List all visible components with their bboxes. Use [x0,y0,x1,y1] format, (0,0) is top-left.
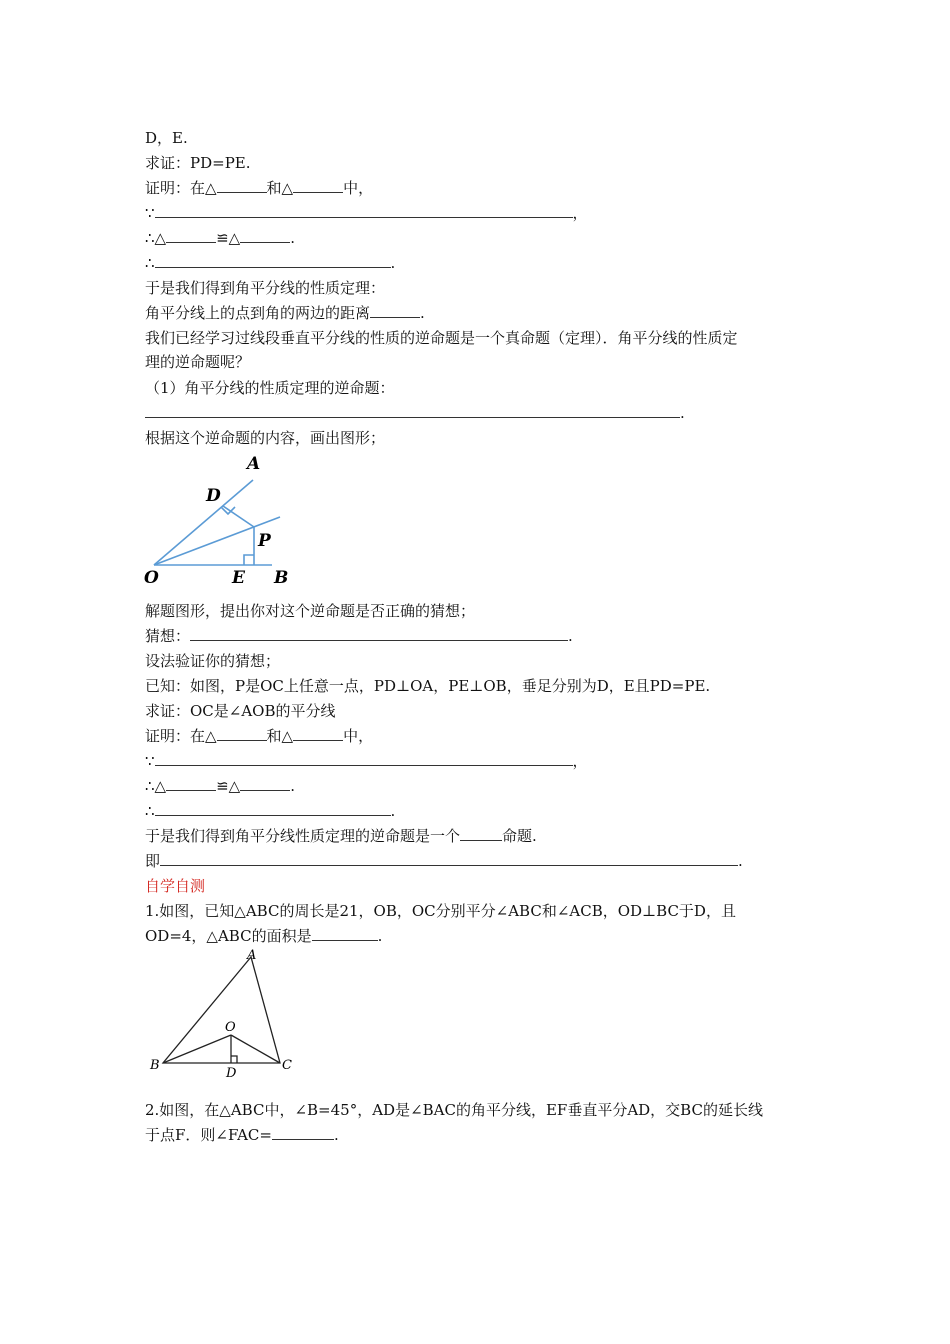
segment-pd [223,506,254,527]
text-line: 求证：PD=PE. [145,154,251,172]
question-2-cont: 于点F．则∠FAC= . [145,1126,339,1144]
answer-blank[interactable] [460,826,502,841]
answer-blank[interactable] [155,751,573,766]
answer-blank[interactable] [217,726,267,741]
section-heading: 自学自测 [145,877,206,895]
segment-oc [231,1035,280,1063]
right-angle-mark-e [244,555,254,565]
text-line: 我们已经学习过线段垂直平分线的性质的逆命题是一个真命题（定理）．角平分线的性质定 [145,329,738,347]
answer-blank[interactable] [217,178,267,193]
label-d: D [206,486,221,506]
answer-blank[interactable] [240,228,290,243]
text-line: D，E. [145,129,188,147]
answer-blank[interactable] [272,1125,334,1140]
proof-line: ∴△ ≌△ . [145,229,295,247]
proof-line: 证明：在△ 和△ 中， [145,727,374,745]
text-line: 理的逆命题呢？ [145,353,251,371]
question-1-cont: OD=4，△ABC的面积是 . [145,927,383,945]
text-line: （1）角平分线的性质定理的逆命题： [145,379,395,397]
label-b: B [274,568,289,588]
answer-blank[interactable] [145,403,680,418]
answer-blank[interactable] [370,303,420,318]
answer-blank[interactable] [155,801,391,816]
text-line: 已知：如图，P是OC上任意一点，PD⊥OA，PE⊥OB，垂足分别为D，E且PD=PE. [145,677,711,695]
label-e: E [232,568,245,588]
text-line: 角平分线上的点到角的两边的距离 . [145,304,425,322]
ray-oa [154,480,253,565]
text-line: 于是我们得到角平分线性质定理的逆命题是一个 命题. [145,827,537,845]
segment-ob [163,1035,231,1063]
answer-blank[interactable] [166,228,216,243]
label-o: O [225,1020,236,1035]
answer-blank[interactable] [293,726,343,741]
label-p: P [258,531,271,551]
label-d: D [226,1066,237,1078]
answer-blank[interactable] [293,178,343,193]
answer-blank[interactable] [155,253,391,268]
proof-line: ∵ ， [145,752,588,770]
answer-blank[interactable] [160,851,738,866]
proof-line: ∴ . [145,254,396,272]
answer-blank[interactable] [190,626,568,641]
answer-blank[interactable] [155,203,573,218]
label-a: A [247,948,257,963]
label-a: A [247,454,261,474]
text-line: 解题图形，提出你对这个逆命题是否正确的猜想； [145,602,476,620]
text-line: 猜想： . [145,627,573,645]
proof-line: ∴ . [145,802,396,820]
question-2: 2.如图，在△ABC中，∠B=45°，AD是∠BAC的角平分线，EF垂直平分AD，交BC的延长线 [145,1101,763,1119]
text-line: 求证：OC是∠AOB的平分线 [145,702,336,720]
triangle-figure [140,943,300,1078]
answer-blank[interactable] [312,926,378,941]
question-1: 1.如图，已知△ABC的周长是21，OB，OC分别平分∠ABC和∠ACB，OD⊥BC于D，且 [145,902,736,920]
text-line: 根据这个逆命题的内容，画出图形； [145,429,386,447]
text-line: 即 . [145,852,743,870]
label-b: B [150,1058,160,1073]
label-o: O [144,568,159,588]
text-line: . [145,403,685,423]
text-line: 设法验证你的猜想； [145,652,281,670]
triangle-abc [163,957,280,1063]
text-line: 于是我们得到角平分线的性质定理： [145,279,386,297]
answer-blank[interactable] [166,776,216,791]
proof-line: 证明：在△ 和△ 中， [145,179,374,197]
label-c: C [282,1058,292,1073]
proof-line: ∴△ ≌△ . [145,777,295,795]
answer-blank[interactable] [240,776,290,791]
right-angle-mark [231,1056,237,1063]
angle-bisector-figure [140,452,310,590]
proof-line: ∵ ， [145,204,588,222]
